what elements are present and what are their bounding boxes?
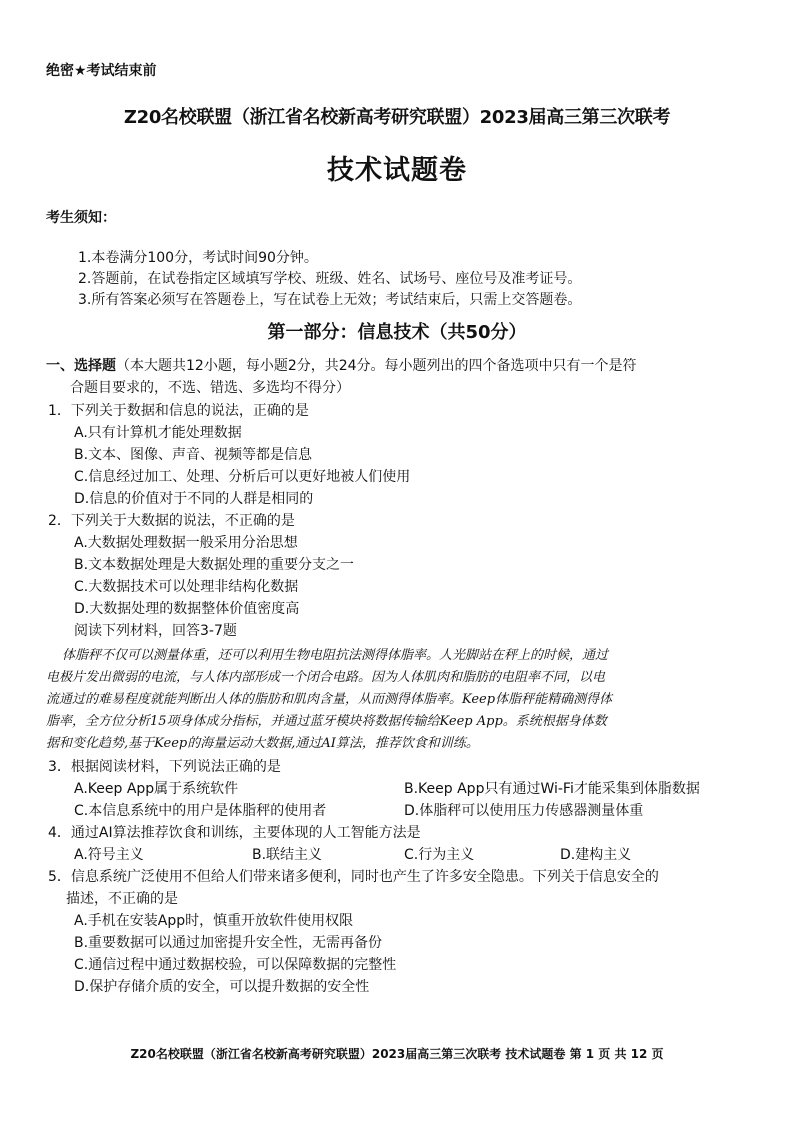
material-line: 电极片发出微弱的电流，与人体内部形成一个闭合电路。因为人体肌肉和脂肪的电阻率不同，以电 — [46, 670, 606, 685]
question-5-option-a: A.手机在安装App时，慎重开放软件使用权限 — [74, 913, 354, 929]
question-4-option-c: C.行为主义 — [404, 847, 475, 863]
question-2-option-a: A.大数据处理数据一般采用分治思想 — [74, 535, 298, 551]
question-1-option-b: B.文本、图像、声音、视频等都是信息 — [74, 447, 313, 463]
page-footer: Z20名校联盟（浙江省名校新高考研究联盟）2023届高三第三次联考 技术试题卷 第 1 页 共 12 页 — [130, 1047, 664, 1061]
part-heading: 第一部分：信息技术（共50分） — [267, 322, 527, 343]
section-heading — [46, 355, 637, 375]
material-line: 脂率，全方位分析15项身体成分指标，并通过蓝牙模块将数据传输给Keep App。系统根据身体数 — [46, 714, 607, 729]
question-3-option-b: B.Keep App只有通过Wi-Fi才能采集到体脂数据 — [404, 781, 700, 797]
notice-label: 考生须知： — [46, 210, 116, 226]
question-4-stem: 4．通过AI算法推荐饮食和训练，主要体现的人工智能方法是 — [48, 825, 421, 841]
exam-subtitle: 技术试题卷 — [327, 155, 467, 186]
material-line: 流通过的难易程度就能判断出人体的脂肪和肌肉含量，从而测得体脂率。Keep体脂秤能精确测得体 — [46, 692, 613, 707]
question-5-option-c: C.通信过程中通过数据校验，可以保障数据的完整性 — [74, 957, 397, 973]
question-2-option-c: C.大数据技术可以处理非结构化数据 — [74, 579, 299, 595]
question-3-option-a: A.Keep App属于系统软件 — [74, 781, 239, 797]
section-desc-cont: 合题目要求的，不选、错选、多选均不得分） — [70, 380, 350, 396]
question-3-stem: 3．根据阅读材料，下列说法正确的是 — [48, 759, 281, 775]
question-2-option-d: D.大数据处理的数据整体价值密度高 — [74, 601, 300, 617]
question-3-option-d: D.体脂秤可以使用压力传感器测量体重 — [404, 803, 644, 819]
question-1-stem: 1．下列关于数据和信息的说法，正确的是 — [48, 403, 309, 419]
question-1-option-c: C.信息经过加工、处理、分析后可以更好地被人们使用 — [74, 469, 411, 485]
question-1-option-d: D.信息的价值对于不同的人群是相同的 — [74, 491, 314, 507]
question-2-option-b: B.文本数据处理是大数据处理的重要分支之一 — [74, 557, 355, 573]
question-5-stem: 5．信息系统广泛使用不但给人们带来诸多便利，同时也产生了许多安全隐患。下列关于信息安全的 — [48, 869, 659, 885]
material-line: 体脂秤不仅可以测量体重，还可以利用生物电阻抗法测得体脂率。人光脚站在秤上的时候，通过 — [62, 648, 609, 663]
reading-instruction: 阅读下列材料，回答3-7题 — [74, 623, 237, 639]
question-5-option-b: B.重要数据可以通过加密提升安全性，无需再备份 — [74, 935, 383, 951]
question-3-option-c: C.本信息系统中的用户是体脂秤的使用者 — [74, 803, 327, 819]
question-4-option-b: B.联结主义 — [252, 847, 323, 863]
notice-item: 1.本卷满分100分，考试时间90分钟。 — [78, 250, 318, 266]
question-4-option-d: D.建构主义 — [560, 847, 632, 863]
notice-item: 3.所有答案必须写在答题卷上，写在试卷上无效；考试结束后，只需上交答题卷。 — [78, 292, 582, 308]
exam-title: Z20名校联盟（浙江省名校新高考研究联盟）2023届高三第三次联考 — [123, 107, 671, 128]
notice-item: 2.答题前，在试卷指定区域填写学校、班级、姓名、试场号、座位号及准考证号。 — [78, 271, 582, 287]
section-head: 一、选择题 — [46, 358, 116, 374]
question-5-option-d: D.保护存储介质的安全，可以提升数据的安全性 — [74, 979, 370, 995]
question-5-stem-cont: 描述，不正确的是 — [66, 891, 178, 907]
question-4-option-a: A.符号主义 — [74, 847, 144, 863]
section-desc: （本大题共12小题，每小题2分，共24分。每小题列出的四个备选项中只有一个是符 — [116, 358, 637, 374]
confidential-mark: 绝密★考试结束前 — [46, 63, 157, 79]
question-2-stem: 2．下列关于大数据的说法，不正确的是 — [48, 513, 295, 529]
question-1-option-a: A.只有计算机才能处理数据 — [74, 425, 242, 441]
material-line: 据和变化趋势,基于Keep的海量运动大数据,通过AI算法，推荐饮食和训练。 — [46, 736, 479, 751]
